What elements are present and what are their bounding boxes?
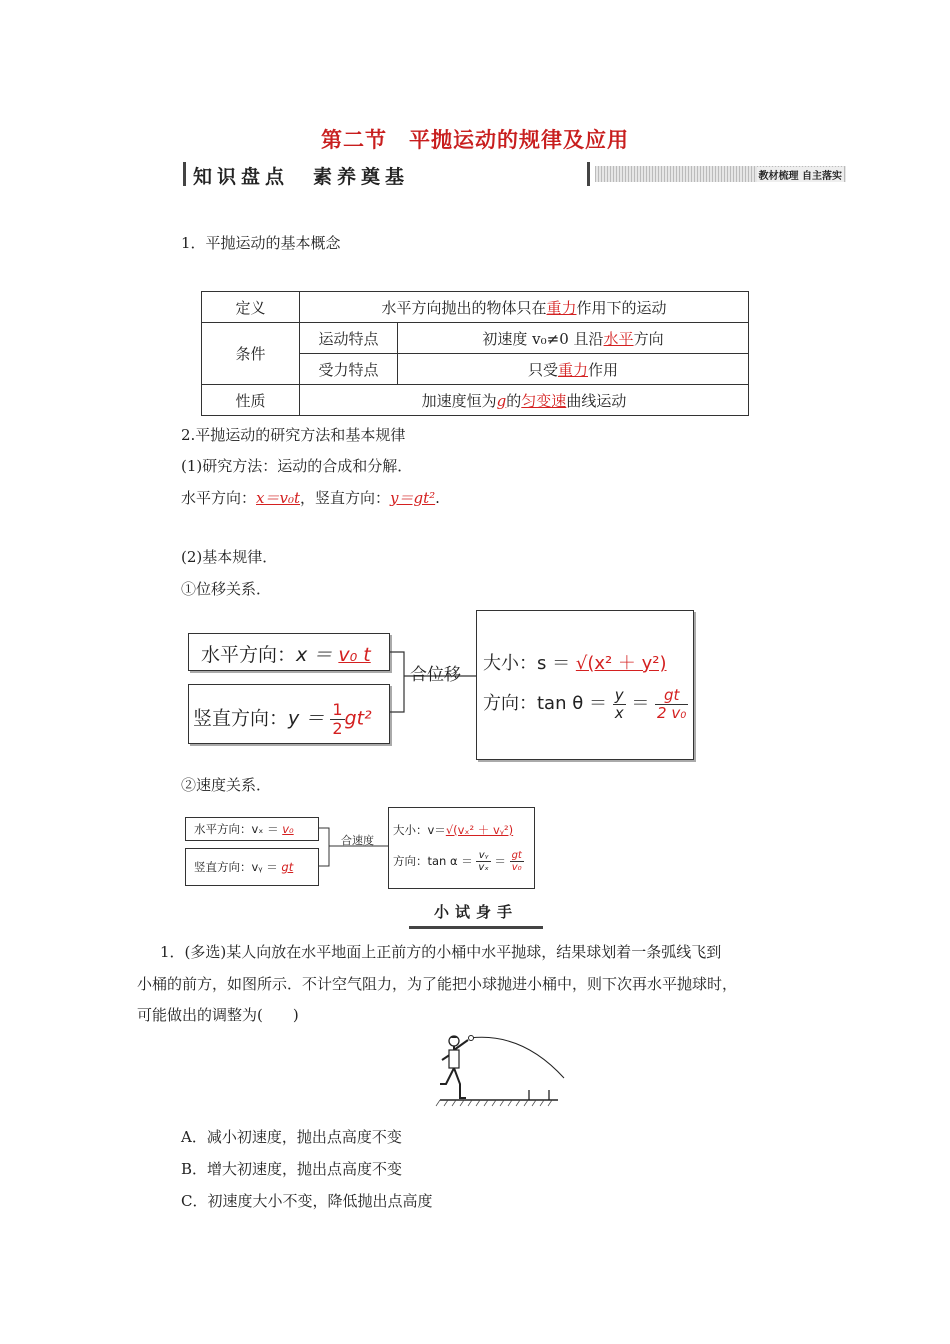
law-line: (2)基本规律． bbox=[181, 548, 278, 566]
disp-vertical-box bbox=[188, 684, 390, 744]
direction-line: 水平方向：x＝v₀t，竖直方向：y＝gt². bbox=[181, 489, 440, 507]
cell-def-text: 水平方向抛出的物体只在重力作用下的运动 bbox=[300, 292, 749, 323]
cell-force-text: 只受重力作用 bbox=[398, 354, 749, 385]
ball bbox=[469, 1036, 474, 1041]
cell-force-label: 受力特点 bbox=[300, 354, 398, 385]
banner-bar bbox=[183, 162, 186, 186]
vel-size-text: 大小：v＝√(vₓ² ＋ vᵧ²) bbox=[393, 823, 514, 837]
vel-vertical-box bbox=[185, 848, 319, 886]
banner-tag: 教材梳理 自主落实 bbox=[757, 167, 844, 182]
bucket-icon bbox=[529, 1090, 549, 1100]
disp-dir-text: 方向：tan θ ＝ $\frac{y}{x}$ ＝ $\frac{gt}{\text{2 v₀}}$ bbox=[483, 686, 687, 722]
vel-dir-text: 方向：tan α ＝ $\frac{\text{vᵧ}}{\text{vₓ}}$ ＝ $\frac{gt}{\text{v₀}}$ bbox=[393, 850, 522, 873]
disp-combine-label: 合位移 bbox=[410, 665, 461, 685]
banner-label: 知识盘点 素养奠基 bbox=[193, 166, 410, 188]
cell-prop-text: 加速度恒为g的匀变速曲线运动 bbox=[300, 385, 749, 416]
vel-horizontal-text: 水平方向：vₓ ＝ v₀ bbox=[194, 822, 294, 836]
option-c: C．初速度大小不变，降低抛出点高度 bbox=[181, 1192, 433, 1210]
practice-title-wrap bbox=[409, 901, 543, 929]
page-title: 第二节 平抛运动的规律及应用 bbox=[321, 127, 629, 152]
vel-result-box bbox=[388, 807, 535, 889]
method-line: (1)研究方法：运动的合成和分解． bbox=[181, 457, 413, 475]
q1-line-1: 1．(多选)某人向放在水平地面上正前方的小桶中水平抛球，结果球划着一条弧线飞到 bbox=[160, 943, 722, 961]
section-banner bbox=[183, 162, 846, 186]
q1-line-2: 小桶的前方，如图所示．不计空气阻力，为了能把小球抛进小桶中，则下次再水平抛球时， bbox=[137, 975, 738, 993]
banner-divider bbox=[587, 162, 590, 186]
disp-result-box bbox=[476, 610, 694, 760]
cell-cond-label: 条件 bbox=[202, 323, 300, 385]
disp-horizontal-text: 水平方向：x ＝ v₀ t bbox=[201, 644, 371, 666]
displacement-heading: ①位移关系． bbox=[181, 580, 272, 598]
vel-vertical-text: 竖直方向：vᵧ ＝ gt bbox=[194, 860, 294, 874]
velocity-heading: ②速度关系． bbox=[181, 776, 272, 794]
disp-size-text: 大小：s ＝ √(x² ＋ y²) bbox=[483, 653, 667, 674]
q1-line-3: 可能做出的调整为( ) bbox=[137, 1006, 299, 1024]
vel-combine-label: 合速度 bbox=[341, 834, 374, 847]
disp-horizontal-box bbox=[188, 633, 390, 671]
throw-figure bbox=[432, 1030, 568, 1110]
cell-motion-text: 初速度 v₀≠0 且沿水平方向 bbox=[398, 323, 749, 354]
option-b: B．增大初速度，抛出点高度不变 bbox=[181, 1160, 403, 1178]
option-a: A．减小初速度，抛出点高度不变 bbox=[181, 1128, 402, 1146]
trajectory bbox=[470, 1037, 564, 1078]
cell-def-label: 定义 bbox=[202, 292, 300, 323]
cell-prop-label: 性质 bbox=[202, 385, 300, 416]
section-2-heading: 2.平抛运动的研究方法和基本规律 bbox=[181, 426, 406, 444]
person-icon bbox=[440, 1036, 468, 1098]
vel-horizontal-box bbox=[185, 817, 319, 841]
ground bbox=[436, 1100, 558, 1106]
practice-underline bbox=[409, 926, 543, 929]
concept-table bbox=[201, 291, 749, 416]
practice-title: 小试身手 bbox=[433, 903, 518, 921]
cell-motion-label: 运动特点 bbox=[300, 323, 398, 354]
disp-vertical-text: 竖直方向：y ＝ $\frac{1}{2}$ gt² bbox=[193, 700, 372, 738]
section-1-heading: 1．平抛运动的基本概念 bbox=[181, 234, 341, 252]
